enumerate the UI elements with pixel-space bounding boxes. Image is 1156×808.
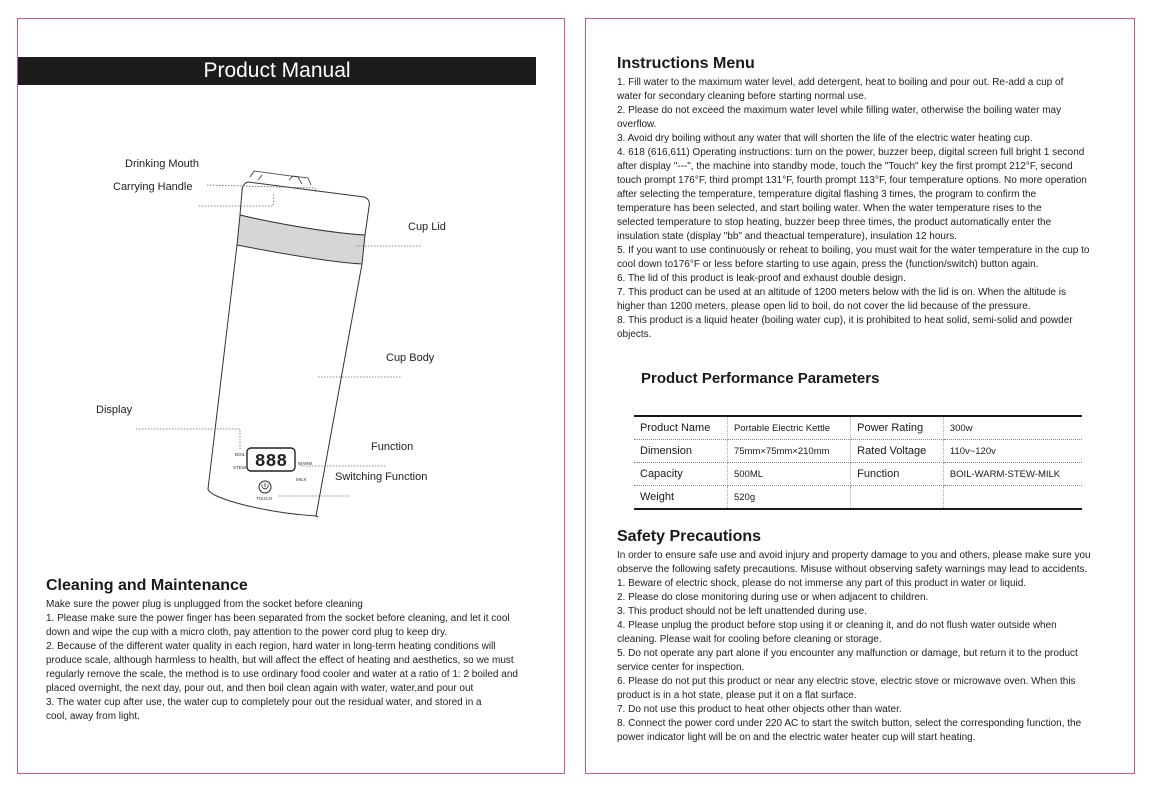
param-label: Capacity bbox=[634, 463, 727, 486]
table-row bbox=[634, 440, 1082, 463]
safety-line: 7. Do not use this product to heat other objects other than water. bbox=[617, 704, 902, 715]
param-label: Rated Voltage bbox=[851, 440, 944, 463]
cleaning-line: placed overnight, the next day, pour out, and then boil clean again with water, water,and pour out bbox=[46, 683, 474, 694]
safety-line: power indicator light will be on and the electric water heater cup will start heating. bbox=[617, 732, 976, 743]
label-drinking-mouth: Drinking Mouth bbox=[125, 158, 199, 170]
instructions-line: 2. Please do not exceed the maximum water level while filling water, otherwise the boiling water may bbox=[617, 105, 1062, 116]
instructions-line: objects. bbox=[617, 329, 652, 340]
cleaning-line: 2. Because of the different water quality in each region, hard water in long-term heating conditions will bbox=[46, 641, 496, 652]
param-value: 300w bbox=[943, 416, 1082, 440]
safety-line: product is in a hot state, please put it on a flat surface. bbox=[617, 690, 857, 701]
instructions-title: Instructions Menu bbox=[617, 55, 755, 72]
instructions-line: 3. Avoid dry boiling without any water that will shorten the life of the electric water heating cup. bbox=[617, 133, 1033, 144]
cleaning-line: Make sure the power plug is unplugged from the socket before cleaning bbox=[46, 599, 363, 610]
param-value: BOIL-WARM-STEW-MILK bbox=[943, 463, 1082, 486]
param-value bbox=[943, 486, 1082, 510]
mode-milk-label: MILK bbox=[296, 477, 307, 482]
display-panel bbox=[233, 448, 312, 501]
param-value: 500ML bbox=[727, 463, 850, 486]
param-value: 75mm×75mm×210mm bbox=[727, 440, 850, 463]
instructions-line: water for secondary cleaning before starting normal use. bbox=[617, 91, 867, 102]
label-display: Display bbox=[96, 404, 133, 416]
safety-line: 2. Please do close monitoring during use or when adjacent to children. bbox=[617, 592, 929, 603]
param-label: Power Rating bbox=[851, 416, 944, 440]
instructions-line: after selecting the temperature, temperature digital flashing 3 times, the program to confirm the bbox=[617, 189, 1037, 200]
mode-boil-label: BOIL bbox=[235, 452, 246, 457]
cleaning-line: regularly remove the scale, the method is to use ordinary food cooler and water at a ratio of 1: 2 boiled and bbox=[46, 669, 518, 680]
param-value: 110v~120v bbox=[943, 440, 1082, 463]
instructions-line: after display "---", the machine into standby mode, touch the "Touch" key the first prompt 212°F, second bbox=[617, 161, 1073, 172]
param-label bbox=[851, 486, 944, 510]
instructions-line: 6. The lid of this product is leak-proof and exhaust double design. bbox=[617, 273, 906, 284]
safety-line: 4. Please unplug the product before stop using it or cleaning it, and do not flush water outside when bbox=[617, 620, 1057, 631]
instructions-line: 1. Fill water to the maximum water level, add detergent, heat to boiling and pour out. Re-add a cup of bbox=[617, 77, 1064, 88]
param-label: Function bbox=[851, 463, 944, 486]
param-value: Portable Electric Kettle bbox=[727, 416, 850, 440]
cleaning-line: down and wipe the cup with a micro cloth, pay attention to the power cord plug to keep dry. bbox=[46, 627, 448, 638]
label-switching-function: Switching Function bbox=[335, 471, 428, 483]
cleaning-line: 3. The water cup after use, the water cup to completely pour out the residual water, and stored in a bbox=[46, 697, 482, 708]
kettle-lid-band bbox=[237, 215, 365, 264]
instructions-line: selected temperature to stop heating, buzzer beep three times, the product automatically enter the bbox=[617, 217, 1052, 228]
right-page bbox=[585, 18, 1135, 774]
kettle-illustration bbox=[18, 159, 566, 529]
table-row bbox=[634, 463, 1082, 486]
instructions-line: 5. If you want to use continuously or reheat to boiling, you must wait for the water temperature in the cup to bbox=[617, 245, 1090, 256]
instructions-line: insulation state (display "bb" and theactual temperature), insulation 12 hours. bbox=[617, 231, 958, 242]
safety-line: 5. Do not operate any part alone if you encounter any malfunction or damage, but return it to the product bbox=[617, 648, 1078, 659]
label-carrying-handle: Carrying Handle bbox=[113, 181, 193, 193]
cleaning-line: 1. Please make sure the power finger has been separated from the socket before cleaning, and let it cool bbox=[46, 613, 510, 624]
instructions-line: 8. This product is a liquid heater (boiling water cup), it is prohibited to heat solid, semi-solid and powder bbox=[617, 315, 1073, 326]
cleaning-title: Cleaning and Maintenance bbox=[46, 577, 248, 594]
safety-line: 8. Connect the power cord under 220 AC to start the switch button, select the corresponding function, the bbox=[617, 718, 1082, 729]
parameters-table bbox=[634, 415, 1082, 510]
parameters-title: Product Performance Parameters bbox=[641, 370, 880, 387]
page-title-banner: Product Manual bbox=[18, 57, 536, 85]
param-label: Product Name bbox=[634, 416, 727, 440]
safety-line: 6. Please do not put this product or near any electric stove, electric stove or microwave oven. When this bbox=[617, 676, 1076, 687]
instructions-line: 4. 618 (616,611) Operating instructions: turn on the power, buzzer beep, digital screen full bright 1 second bbox=[617, 147, 1085, 158]
safety-title: Safety Precautions bbox=[617, 528, 762, 545]
instructions-line: higher than 1200 meters, please open lid to boil, do not cover the lid because of the pressure. bbox=[617, 301, 1031, 312]
label-cup-lid: Cup Lid bbox=[408, 221, 446, 233]
safety-line: service center for inspection. bbox=[617, 662, 745, 673]
cleaning-line: cool, away from light. bbox=[46, 711, 140, 722]
instructions-line: 7. This product can be used at an altitude of 1200 meters below with the lid is on. When the altitude is bbox=[617, 287, 1066, 298]
instructions-text bbox=[617, 76, 1129, 342]
safety-line: observe the following safety precautions. Misuse without observing safety warnings may lead to accidents. bbox=[617, 564, 1088, 575]
label-function: Function bbox=[371, 441, 414, 453]
param-label: Weight bbox=[634, 486, 727, 510]
table-row bbox=[634, 416, 1082, 440]
param-label: Dimension bbox=[634, 440, 727, 463]
touch-label: TOUCH bbox=[256, 496, 272, 501]
instructions-line: cool down to176°F or less before starting to use again, press the (function/switch) button again. bbox=[617, 259, 1039, 270]
table-row bbox=[634, 486, 1082, 510]
cleaning-text bbox=[46, 598, 558, 724]
instructions-line: overflow. bbox=[617, 119, 657, 130]
cleaning-line: produce scale, although harmless to health, but will affect the effect of heating and aesthetics, so we must bbox=[46, 655, 514, 666]
safety-line: In order to ensure safe use and avoid injury and property damage to you and others, please make sure you bbox=[617, 550, 1091, 561]
mode-stew-label: STEW bbox=[233, 465, 246, 470]
mode-warm-label: WARM bbox=[298, 461, 313, 466]
instructions-line: touch prompt 176°F, third prompt 131°F, fourth prompt 113°F, four temperature options. No more operation bbox=[617, 175, 1087, 186]
instructions-line: temperature has been selected, and start boiling water. When the water temperature rises to the bbox=[617, 203, 1042, 214]
param-value: 520g bbox=[727, 486, 850, 510]
safety-line: 1. Beware of electric shock, please do not immerse any part of this product in water or liquid. bbox=[617, 578, 1027, 589]
safety-text bbox=[617, 549, 1129, 745]
safety-line: 3. This product should not be left unattended during use. bbox=[617, 606, 867, 617]
left-page bbox=[17, 18, 565, 774]
display-digits: 888 bbox=[254, 452, 288, 472]
label-cup-body: Cup Body bbox=[386, 352, 435, 364]
safety-line: cleaning. Please wait for cooling before cleaning or storage. bbox=[617, 634, 882, 645]
